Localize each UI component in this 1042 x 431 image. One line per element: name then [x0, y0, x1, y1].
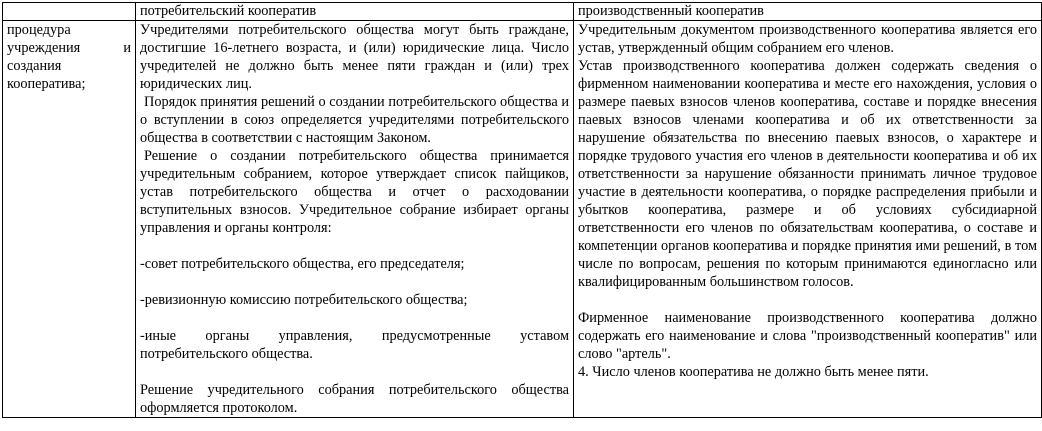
row-label: процедура учреждения и создания кооператива; — [7, 22, 131, 92]
production-paragraph-charter-contents: Устав производственного кооператива должен содержать сведения о фирменном наименовании кооператива и месте его нахождения, условия о размере паевых взносов членов кооператива, составе и порядке внесения паевых взносов членами кооператива и об их ответственности за нарушение обязательства по внесению паевых взносов, о характере и порядке трудового участия его членов в деятельности кооператива и об их ответственности за нарушение обязанности принимать личное трудовое участие в деятельности кооператива, о порядке распределения прибыли и убытков кооператива, размере и об условиях субсидиарной ответственности его членов по обязательствам кооператива, о составе и компетенции органов кооператива и порядке принятия ими решений, в том числе по вопросам, решения по которым принимаются единогласно или квалифицированным большинством голосов. — [578, 58, 1037, 290]
production-cooperative-cell — [574, 21, 1042, 418]
consumer-list-item-other-bodies: -иные органы управления, предусмотренные уставом потребительского общества. — [140, 328, 569, 362]
consumer-paragraph-decision: Решение о создании потребительского общества принимается учредительным собранием, которое утверждает список пайщиков, устав потребительского общества и отчет о расходовании вступительных взносов. Учредительное собрание избирает органы управления и органы контроля: — [140, 148, 569, 236]
production-paragraph-members-count: 4. Число членов кооператива не должно быть менее пяти. — [578, 364, 929, 380]
header-cell-production: производственный кооператив — [574, 3, 1042, 21]
table-header-row — [3, 3, 1042, 21]
table-row — [3, 21, 1042, 418]
comparison-table — [2, 2, 1042, 418]
header-cell-consumer: потребительский кооператив — [136, 3, 574, 21]
consumer-list-item-audit: -ревизионную комиссию потребительского общества; — [140, 292, 468, 308]
consumer-list-item-council: -совет потребительского общества, его председателя; — [140, 256, 465, 272]
consumer-cooperative-cell — [136, 21, 574, 418]
production-paragraph-company-name: Фирменное наименование производственного кооператива должно содержать его наименование и слова "производственный кооператив" или слово "артель". — [578, 310, 1037, 362]
consumer-paragraph-founders: Учредителями потребительского общества могут быть граждане, достигшие 16-летнего возраста, и (или) юридические лица. Число учредителей не должно быть менее пяти граждан и (или) трех юридических лиц. — [140, 22, 569, 92]
row-label-cell — [3, 21, 136, 418]
consumer-paragraph-procedure: Порядок принятия решений о создании потребительского общества и о вступлении в союз определяется учредителями потребительского общества в соответствии с настоящим Законом. — [140, 94, 569, 146]
header-cell-empty — [3, 3, 136, 21]
consumer-paragraph-protocol: Решение учредительного собрания потребительского общества оформляется протоколом. — [140, 382, 569, 416]
production-paragraph-charter: Учредительным документом производственного кооператива является его устав, утвержденный общим собранием его членов. — [578, 22, 1037, 56]
